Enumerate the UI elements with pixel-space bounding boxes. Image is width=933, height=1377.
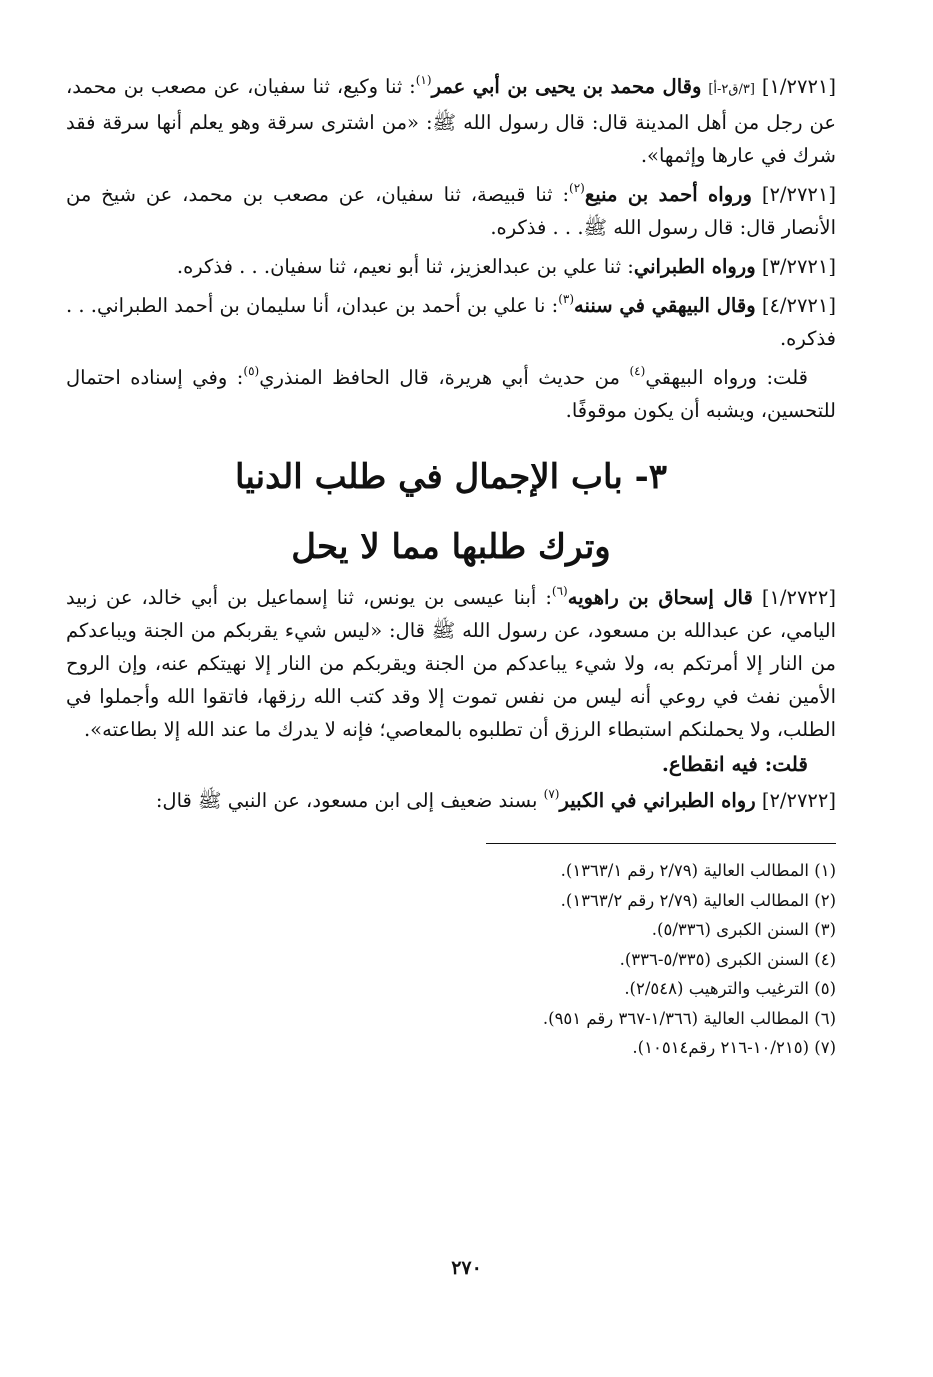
footnote-ref[interactable]: (٧) bbox=[543, 787, 560, 801]
entry-2722-1 bbox=[66, 581, 836, 746]
hadith-text: : ثنا علي بن عبدالعزيز، ثنا أبو نعيم، ثنا سفيان. . . فذكره. bbox=[176, 255, 634, 278]
hadith-text: : ثنا وكيع، ثنا سفيان، عن مصعب بن محمد، عن رجل من أهل المدينة قال: قال رسول الله ﷺ: «من اشترى سرقة وهو يعلم أنها سرقة فقد شرك في عارها وإثمها». bbox=[66, 75, 836, 167]
comment-text: من حديث أبي هريرة، قال الحافظ المنذري bbox=[259, 366, 630, 389]
footnote-item: (٣) السنن الكبرى (٥/٣٣٦). bbox=[651, 920, 836, 939]
hadith-number: [١/٢٧٢٢] bbox=[761, 586, 836, 609]
footnote-ref[interactable]: (٣) bbox=[558, 292, 575, 306]
hadith-number: [٣/٢٧٢١] bbox=[761, 255, 836, 278]
page-number: ٢٧٠ bbox=[451, 1257, 482, 1279]
hadith-text: : ثنا قبيصة، ثنا سفيان، عن مصعب بن محمد، عن شيخ من الأنصار قال: قال رسول الله ﷺ. . . فذكره. bbox=[66, 183, 836, 239]
narrator-lead: قال إسحاق بن راهويه bbox=[567, 586, 753, 609]
manuscript-ref: [٣/ق٢-أ] bbox=[708, 82, 755, 97]
chapter-heading: ٣- باب الإجمال في طلب الدنيا bbox=[235, 457, 667, 497]
hadith-number: [١/٢٧٢١] bbox=[761, 75, 837, 98]
entry-2721-3 bbox=[66, 250, 836, 283]
narrator-lead: وقال محمد بن يحيى بن أبي عمر bbox=[431, 75, 702, 98]
entry-2722-2 bbox=[66, 784, 836, 817]
entry-2721-4 bbox=[66, 289, 836, 355]
comment-text: : وفي إسناده احتمال للتحسين، ويشبه أن يكون موقوفًا. bbox=[66, 366, 836, 422]
footnote-item: (٤) السنن الكبرى (٥/٣٣٥-٣٣٦). bbox=[619, 949, 836, 969]
chapter-subheading: وترك طلبها مما لا يحل bbox=[291, 527, 611, 567]
entry-2721-1 bbox=[66, 70, 836, 172]
footnote-item: (٦) المطالب العالية (١/٣٦٦-٣٦٧ رقم ٩٥١). bbox=[542, 1008, 836, 1028]
footnote-ref[interactable]: (١) bbox=[415, 73, 432, 87]
author-note: قلت: فيه انقطاع. bbox=[661, 752, 808, 776]
page-body bbox=[66, 70, 836, 1063]
hadith-number: [٢/٢٧٢١] bbox=[761, 183, 836, 206]
entry-2721-2 bbox=[66, 178, 836, 244]
footnote-item: (٧) (١٠/٢١٥-٢١٦ رقم١٠٥١٤). bbox=[632, 1038, 836, 1057]
footnote-ref[interactable]: (٤) bbox=[629, 364, 646, 378]
hadith-text: : نا علي بن أحمد بن عبدان، أنا سليمان بن أحمد الطبراني. . . فذكره. bbox=[66, 294, 836, 350]
footnote-item: (٢) المطالب العالية (٢/٧٩ رقم ١٣٦٣/٢). bbox=[560, 890, 836, 910]
footnote-divider bbox=[486, 843, 836, 844]
footnote-ref[interactable]: (٢) bbox=[569, 181, 585, 195]
author-comment bbox=[66, 361, 836, 427]
narrator-lead: وقال البيهقي في سننه bbox=[574, 294, 756, 317]
hadith-text: بسند ضعيف إلى ابن مسعود، عن النبي ﷺ قال: bbox=[155, 789, 544, 812]
footnote-ref[interactable]: (٥) bbox=[243, 364, 260, 378]
hadith-number: [٤/٢٧٢١] bbox=[761, 294, 836, 317]
footnote-item: (١) المطالب العالية (٢/٧٩ رقم ١٣٦٣/١). bbox=[560, 861, 836, 880]
comment-text: قلت: ورواه البيهقي bbox=[645, 366, 808, 389]
hadith-text: : أبنا عيسى بن يونس، ثنا إسماعيل بن أبي خالد، عن زبيد اليامي، عن عبدالله بن مسعود، عن رسول الله ﷺ قال: «ليس شيء يقربكم من الجنة ويباعدكم من النار إلا أمرتكم به، ولا شيء يباعدكم من الجنة ويقربكم من النار إلا نهيتكم عنه، وإن الروح الأمين نفث في روعي أنه ليس من نفس تموت إلا وقد كتب الله رزقها، فاتقوا الله وأجملوا في الطلب، ولا يحملنكم استبطاء الرزق أن تطلبوه بالمعاصي؛ فإنه لا يدرك ما عند الله إلا بطاعته». bbox=[66, 586, 836, 741]
footnote-item: (٥) الترغيب والترهيب (٢/٥٤٨). bbox=[624, 979, 836, 998]
narrator-lead: ورواه أحمد بن منيع bbox=[584, 183, 752, 206]
narrator-lead: ورواه الطبراني bbox=[633, 255, 756, 278]
footnote-ref[interactable]: (٦) bbox=[551, 584, 568, 598]
hadith-number: [٢/٢٧٢٢] bbox=[761, 789, 836, 812]
footnotes-list bbox=[66, 856, 836, 1063]
narrator-lead: رواه الطبراني في الكبير bbox=[559, 789, 756, 812]
